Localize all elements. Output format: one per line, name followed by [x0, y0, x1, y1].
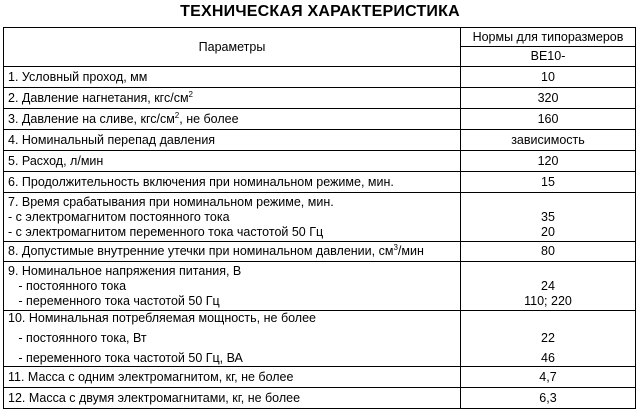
table-row: [4, 130, 636, 151]
param-label: 9. Номинальное напряжения питания, В - постоянного тока - переменного тока частотой 50 Гц: [4, 262, 461, 311]
param-label: 10. Номинальная потребляемая мощность, не более - постоянного тока, Вт - переменного тока частотой 50 Гц, ВА: [4, 311, 461, 367]
header-model: ВЕ10-: [461, 47, 636, 67]
spec-table: [3, 27, 636, 409]
param-value: 24 110; 220: [461, 262, 636, 311]
header-parameters: Параметры: [4, 28, 461, 67]
param-value: зависимость: [461, 130, 636, 151]
table-row: [4, 311, 636, 367]
param-label: 12. Масса с двумя электромагнитами, кг, не более: [4, 388, 461, 409]
param-label: 1. Условный проход, мм: [4, 67, 461, 88]
param-label: 4. Номинальный перепад давления: [4, 130, 461, 151]
param-value: 120: [461, 151, 636, 172]
param-value: 10: [461, 67, 636, 88]
param-label: 8. Допустимые внутренние утечки при номинальном давлении, $см^3$/мин: [4, 242, 461, 262]
param-label: 11. Масса с одним электромагнитом, кг, не более: [4, 367, 461, 388]
param-label: 6. Продолжительность включения при номинальном режиме, мин.: [4, 172, 461, 193]
page-title: ТЕХНИЧЕСКАЯ ХАРАКТЕРИСТИКА: [180, 3, 460, 20]
table-row: [4, 88, 636, 109]
param-value: 4,7: [461, 367, 636, 388]
param-value: 6,3: [461, 388, 636, 409]
table-row: [4, 388, 636, 409]
table-row: [4, 67, 636, 88]
param-value: 160: [461, 109, 636, 130]
header-row: [4, 28, 636, 47]
table-row: [4, 262, 636, 311]
param-value: 320: [461, 88, 636, 109]
param-value: 35 20: [461, 193, 636, 242]
param-value: 15: [461, 172, 636, 193]
table-row: [4, 109, 636, 130]
param-label: 2. Давление нагнетания, кгс/$см^2$: [4, 88, 461, 109]
table-row: [4, 151, 636, 172]
table-row: [4, 172, 636, 193]
table-row: [4, 242, 636, 262]
param-label: 3. Давление на сливе, кгс/$см^2$, не более: [4, 109, 461, 130]
param-value: 80: [461, 242, 636, 262]
param-label: 5. Расход, л/мин: [4, 151, 461, 172]
param-label: 7. Время срабатывания при номинальном режиме, мин. - с электромагнитом постоянного тока - с электромагнитом переменного тока частотой 50 Гц: [4, 193, 461, 242]
table-row: [4, 367, 636, 388]
param-value: 22 46: [461, 311, 636, 367]
header-norms: Нормы для типоразмеров: [461, 28, 636, 47]
table-row: [4, 193, 636, 242]
